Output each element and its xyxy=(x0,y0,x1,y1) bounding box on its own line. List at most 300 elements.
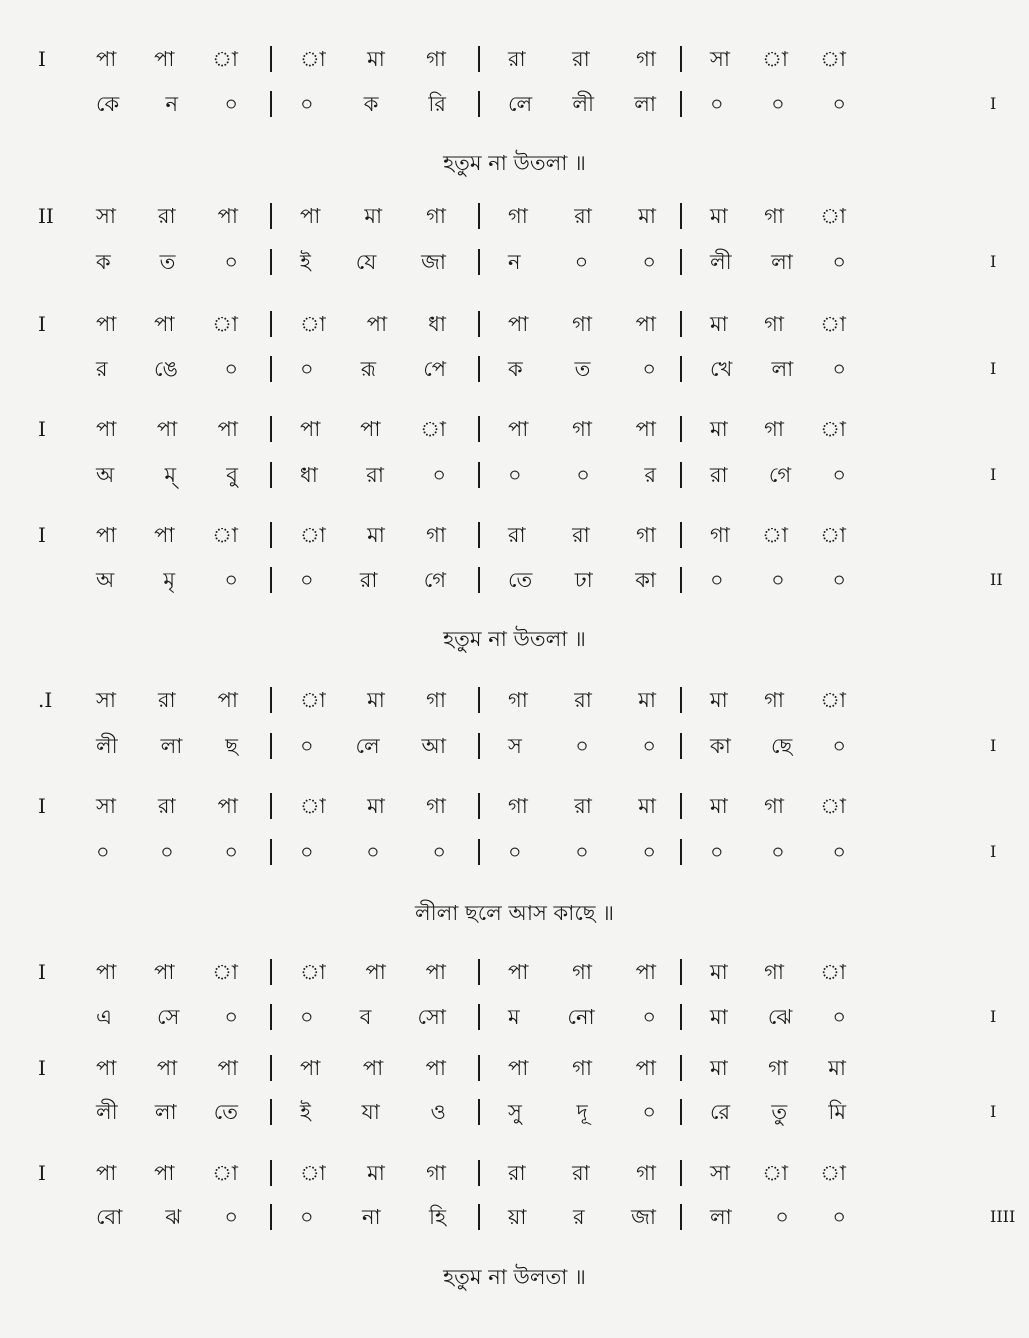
syllable: ধা xyxy=(300,463,318,487)
beat-group xyxy=(508,349,656,389)
note: পা xyxy=(96,1161,117,1185)
bar-line xyxy=(270,1004,272,1030)
beat-group xyxy=(508,680,656,720)
beat-group xyxy=(710,680,846,720)
syllable: ন xyxy=(165,92,179,116)
note: গা xyxy=(636,1161,656,1185)
note: গা xyxy=(572,960,592,984)
bar-line xyxy=(270,1099,272,1125)
syllable: খে xyxy=(710,357,733,381)
syllable: গে xyxy=(423,568,446,592)
beat-group xyxy=(96,1153,238,1193)
beat-group xyxy=(96,515,238,555)
note: পা xyxy=(360,417,381,441)
syllable: বু xyxy=(226,463,238,487)
beat-group xyxy=(508,84,656,124)
syllable: ০ xyxy=(642,1100,656,1124)
bar-line xyxy=(680,733,682,759)
note: া xyxy=(212,523,238,547)
note: গা xyxy=(426,794,446,818)
left-marker: I xyxy=(38,47,46,71)
syllable: কা xyxy=(635,568,656,592)
beat-group xyxy=(508,39,656,79)
syllable: ০ xyxy=(575,840,589,864)
beat-group xyxy=(710,455,846,495)
syllable: ছ xyxy=(225,734,238,758)
swara-line xyxy=(0,39,1029,79)
bar-line xyxy=(680,249,682,275)
bar-line xyxy=(680,567,682,593)
note: পা xyxy=(425,1056,446,1080)
syllable: ০ xyxy=(771,840,785,864)
beat-group xyxy=(96,786,238,826)
beat-group xyxy=(300,409,446,449)
note: া xyxy=(212,47,238,71)
bar-line xyxy=(478,567,480,593)
beat-group xyxy=(710,1153,846,1193)
beat-group xyxy=(96,832,238,872)
bar-line xyxy=(478,416,480,442)
syllable: তু xyxy=(771,1100,788,1124)
syllable: যা xyxy=(361,1100,380,1124)
beat-group xyxy=(300,952,446,992)
note: গা xyxy=(768,1056,788,1080)
beat-group xyxy=(96,242,238,282)
refrain-line: হতুম না উতলা ॥ xyxy=(443,151,586,175)
beat-group xyxy=(300,832,446,872)
beat-group xyxy=(710,832,846,872)
note: ধা xyxy=(428,312,446,336)
syllable: ০ xyxy=(832,357,846,381)
syllable: ০ xyxy=(300,840,314,864)
beat-group xyxy=(508,1048,656,1088)
beat-group xyxy=(96,1197,238,1237)
note: মা xyxy=(710,1056,728,1080)
beat-group xyxy=(710,196,846,236)
beat-group xyxy=(710,560,846,600)
beat-group xyxy=(96,726,238,766)
bar-line xyxy=(478,733,480,759)
note: া xyxy=(300,523,326,547)
note: রা xyxy=(157,204,176,228)
note: া xyxy=(762,1161,788,1185)
syllable: রে xyxy=(710,1100,731,1124)
syllable: লে xyxy=(355,734,380,758)
syllable: ০ xyxy=(642,357,656,381)
note: মা xyxy=(828,1056,846,1080)
syllable: রি xyxy=(428,92,446,116)
left-marker: I xyxy=(38,1161,46,1185)
note: া xyxy=(300,1161,326,1185)
note: গা xyxy=(764,204,784,228)
beat-group xyxy=(508,1153,656,1193)
syllable: কে xyxy=(96,92,120,116)
syllable: ০ xyxy=(300,357,314,381)
syllable: লা xyxy=(771,357,794,381)
note: পা xyxy=(635,960,656,984)
beat-group xyxy=(96,997,238,1037)
syllable: লে xyxy=(508,92,533,116)
note: া xyxy=(762,523,788,547)
note: মা xyxy=(367,47,385,71)
note: মা xyxy=(710,960,728,984)
bar-line xyxy=(680,959,682,985)
syllable: ঙে xyxy=(153,357,178,381)
syllable: ছে xyxy=(770,734,793,758)
beat-group xyxy=(96,455,238,495)
note: পা xyxy=(217,417,238,441)
syllable: ০ xyxy=(832,734,846,758)
left-marker: I xyxy=(38,794,46,818)
note: া xyxy=(420,417,446,441)
beat-group xyxy=(508,952,656,992)
beat-group xyxy=(710,1092,846,1132)
syllable: ঢা xyxy=(574,568,593,592)
syllable: অ xyxy=(96,568,115,592)
bar-line xyxy=(270,733,272,759)
syllable: লী xyxy=(710,250,732,274)
syllable: ঝে xyxy=(767,1005,793,1029)
syllable: ই xyxy=(300,250,311,274)
syllable: সো xyxy=(417,1005,446,1029)
beat-group xyxy=(96,680,238,720)
note: রা xyxy=(508,1161,526,1185)
bar-line xyxy=(478,356,480,382)
lyric-line xyxy=(0,1092,1029,1132)
lyric-line xyxy=(0,349,1029,389)
bar-line xyxy=(270,249,272,275)
beat-group xyxy=(96,196,238,236)
syllable: ০ xyxy=(574,250,589,274)
syllable: র xyxy=(96,357,108,381)
syllable: লা xyxy=(154,1100,177,1124)
note: গা xyxy=(572,417,592,441)
beat-group xyxy=(300,515,446,555)
note: রা xyxy=(574,204,592,228)
beat-group xyxy=(300,786,446,826)
note: পা xyxy=(508,960,529,984)
lyric-line xyxy=(0,726,1029,766)
note: া xyxy=(820,204,846,228)
syllable: ০ xyxy=(366,840,380,864)
syllable: ব xyxy=(359,1005,372,1029)
note: া xyxy=(300,47,326,71)
note: পা xyxy=(425,960,446,984)
beat-group xyxy=(96,84,238,124)
bar-line xyxy=(478,1099,480,1125)
beat-group xyxy=(96,560,238,600)
syllable: লী xyxy=(572,92,595,116)
swara-line xyxy=(0,196,1029,236)
syllable: ০ xyxy=(832,92,846,116)
beat-group xyxy=(300,39,446,79)
beat-group xyxy=(300,1092,446,1132)
beat-group xyxy=(508,1092,656,1132)
beat-group xyxy=(710,349,846,389)
syllable: অ xyxy=(96,463,115,487)
bar-line xyxy=(478,1055,480,1081)
syllable: রা xyxy=(359,568,378,592)
bar-line xyxy=(680,522,682,548)
beat-group xyxy=(300,560,446,600)
left-marker: II xyxy=(38,204,54,228)
syllable: লা xyxy=(634,92,656,116)
beat-group xyxy=(300,196,446,236)
bar-line xyxy=(270,46,272,72)
lyric-line xyxy=(0,242,1029,282)
swara-line xyxy=(0,515,1029,555)
note: পা xyxy=(96,960,117,984)
note: গা xyxy=(426,204,446,228)
note: পা xyxy=(508,312,529,336)
note: পা xyxy=(366,312,388,336)
note: া xyxy=(820,312,846,336)
beat-group xyxy=(300,997,446,1037)
bar-line xyxy=(270,567,272,593)
syllable: যে xyxy=(355,250,377,274)
beat-group xyxy=(710,1197,846,1237)
note: রা xyxy=(574,794,592,818)
right-marker: I xyxy=(990,1007,997,1026)
syllable: ০ xyxy=(642,840,656,864)
syllable: ০ xyxy=(710,92,724,116)
note: গা xyxy=(764,312,784,336)
bar-line xyxy=(270,91,272,117)
note: পা xyxy=(300,1056,321,1080)
beat-group xyxy=(508,304,656,344)
note: া xyxy=(300,794,326,818)
note: পা xyxy=(96,417,117,441)
syllable: ০ xyxy=(160,840,174,864)
note: পা xyxy=(362,1056,384,1080)
syllable: র xyxy=(573,1205,585,1229)
beat-group xyxy=(508,997,656,1037)
beat-group xyxy=(710,786,846,826)
left-marker: I xyxy=(38,1056,46,1080)
note: মা xyxy=(710,204,728,228)
note: া xyxy=(820,960,846,984)
syllable: ০ xyxy=(432,840,446,864)
note: গা xyxy=(426,523,446,547)
note: পা xyxy=(300,204,321,228)
syllable: ই xyxy=(300,1100,311,1124)
beat-group xyxy=(508,409,656,449)
note: া xyxy=(820,417,846,441)
note: গা xyxy=(426,47,446,71)
bar-line xyxy=(680,46,682,72)
right-marker: IIII xyxy=(990,1207,1016,1226)
beat-group xyxy=(300,349,446,389)
note: পা xyxy=(156,1056,178,1080)
syllable: ০ xyxy=(224,1005,238,1029)
note: া xyxy=(820,1161,846,1185)
beat-group xyxy=(300,84,446,124)
bar-line xyxy=(680,793,682,819)
beat-group xyxy=(508,560,656,600)
swara-line xyxy=(0,304,1029,344)
note: মা xyxy=(710,417,728,441)
bar-line xyxy=(478,959,480,985)
beat-group xyxy=(710,997,846,1037)
note: পা xyxy=(635,312,656,336)
note: মা xyxy=(710,794,728,818)
syllable: ক xyxy=(363,92,379,116)
syllable: ০ xyxy=(771,568,785,592)
bar-line xyxy=(478,311,480,337)
syllable: ম xyxy=(508,1005,520,1029)
bar-line xyxy=(680,1160,682,1186)
bar-line xyxy=(680,416,682,442)
syllable: মৃ xyxy=(163,568,176,592)
beat-group xyxy=(710,39,846,79)
syllable: ০ xyxy=(224,250,238,274)
syllable: ০ xyxy=(832,840,846,864)
syllable: স xyxy=(508,734,522,758)
note: গা xyxy=(508,688,528,712)
bar-line xyxy=(680,1204,682,1230)
bar-line xyxy=(270,462,272,488)
beat-group xyxy=(96,409,238,449)
note: রা xyxy=(157,688,176,712)
beat-group xyxy=(710,242,846,282)
syllable: ০ xyxy=(775,1205,789,1229)
right-marker: I xyxy=(990,1102,997,1121)
note: পা xyxy=(635,417,656,441)
bar-line xyxy=(270,356,272,382)
note: গা xyxy=(636,523,656,547)
note: পা xyxy=(96,523,117,547)
syllable: ০ xyxy=(300,92,314,116)
syllable: ০ xyxy=(224,840,238,864)
note: গা xyxy=(508,204,528,228)
syllable: র xyxy=(644,463,656,487)
syllable: ত xyxy=(574,357,591,381)
syllable: ০ xyxy=(832,568,846,592)
swara-line xyxy=(0,680,1029,720)
note: পা xyxy=(96,312,117,336)
bar-line xyxy=(680,1004,682,1030)
bar-line xyxy=(270,203,272,229)
syllable: ০ xyxy=(832,1005,846,1029)
right-marker: I xyxy=(990,465,997,484)
syllable: ক xyxy=(96,250,111,274)
note: গা xyxy=(764,417,784,441)
note: া xyxy=(300,312,326,336)
bar-line xyxy=(680,1055,682,1081)
beat-group xyxy=(96,39,238,79)
note: গা xyxy=(636,47,656,71)
syllable: তে xyxy=(508,568,533,592)
beat-group xyxy=(300,1153,446,1193)
syllable: রূ xyxy=(360,357,377,381)
note: া xyxy=(762,47,788,71)
syllable: ০ xyxy=(96,840,110,864)
syllable: গে xyxy=(768,463,792,487)
note: গা xyxy=(426,688,446,712)
note: পা xyxy=(96,47,117,71)
bar-line xyxy=(680,839,682,865)
syllable: ম্ xyxy=(164,463,177,487)
refrain-line: হতুম না উলতা ॥ xyxy=(443,1265,586,1289)
beat-group xyxy=(300,242,446,282)
left-marker: I xyxy=(38,417,46,441)
note: পা xyxy=(96,1056,117,1080)
right-marker: I xyxy=(990,94,997,113)
left-marker: .I xyxy=(38,688,53,712)
syllable: লী xyxy=(96,734,118,758)
syllable: সে xyxy=(156,1005,180,1029)
note: পা xyxy=(300,417,321,441)
syllable: ০ xyxy=(771,92,785,116)
note: া xyxy=(820,47,846,71)
syllable: নো xyxy=(567,1005,595,1029)
note: পা xyxy=(217,794,238,818)
beat-group xyxy=(710,84,846,124)
bar-line xyxy=(680,356,682,382)
beat-group xyxy=(508,515,656,555)
syllable: ০ xyxy=(432,463,446,487)
beat-group xyxy=(300,680,446,720)
syllable: রা xyxy=(366,463,384,487)
note: পা xyxy=(508,1056,529,1080)
bar-line xyxy=(270,839,272,865)
bar-line xyxy=(680,203,682,229)
bar-line xyxy=(478,91,480,117)
note: পা xyxy=(154,312,175,336)
bar-line xyxy=(478,1004,480,1030)
syllable: ঝ xyxy=(165,1205,182,1229)
note: মা xyxy=(367,1161,385,1185)
note: া xyxy=(300,688,326,712)
note: গা xyxy=(426,1161,446,1185)
syllable: ০ xyxy=(710,568,724,592)
syllable: ০ xyxy=(224,1205,238,1229)
note: সা xyxy=(96,688,116,712)
note: রা xyxy=(508,523,526,547)
lyric-line xyxy=(0,1197,1029,1237)
bar-line xyxy=(680,462,682,488)
note: মা xyxy=(638,794,656,818)
note: সা xyxy=(710,47,730,71)
beat-group xyxy=(96,952,238,992)
syllable: ০ xyxy=(832,463,846,487)
beat-group xyxy=(508,242,656,282)
bar-line xyxy=(270,1160,272,1186)
syllable: ০ xyxy=(508,463,522,487)
syllable: ন xyxy=(508,250,521,274)
note: া xyxy=(212,1161,238,1185)
lyric-line xyxy=(0,997,1029,1037)
note: গা xyxy=(764,960,784,984)
bar-line xyxy=(478,203,480,229)
syllable: ০ xyxy=(300,568,314,592)
swara-line xyxy=(0,786,1029,826)
note: মা xyxy=(364,204,383,228)
syllable: লা xyxy=(771,250,793,274)
note: গা xyxy=(572,1056,592,1080)
bar-line xyxy=(478,522,480,548)
right-marker: I xyxy=(990,359,997,378)
bar-line xyxy=(478,249,480,275)
syllable: ত xyxy=(159,250,176,274)
swara-line xyxy=(0,952,1029,992)
syllable: সু xyxy=(508,1100,522,1124)
syllable: বো xyxy=(96,1205,123,1229)
beat-group xyxy=(710,304,846,344)
note: গা xyxy=(764,688,784,712)
note: রা xyxy=(572,1161,590,1185)
syllable: ও xyxy=(430,1100,446,1124)
